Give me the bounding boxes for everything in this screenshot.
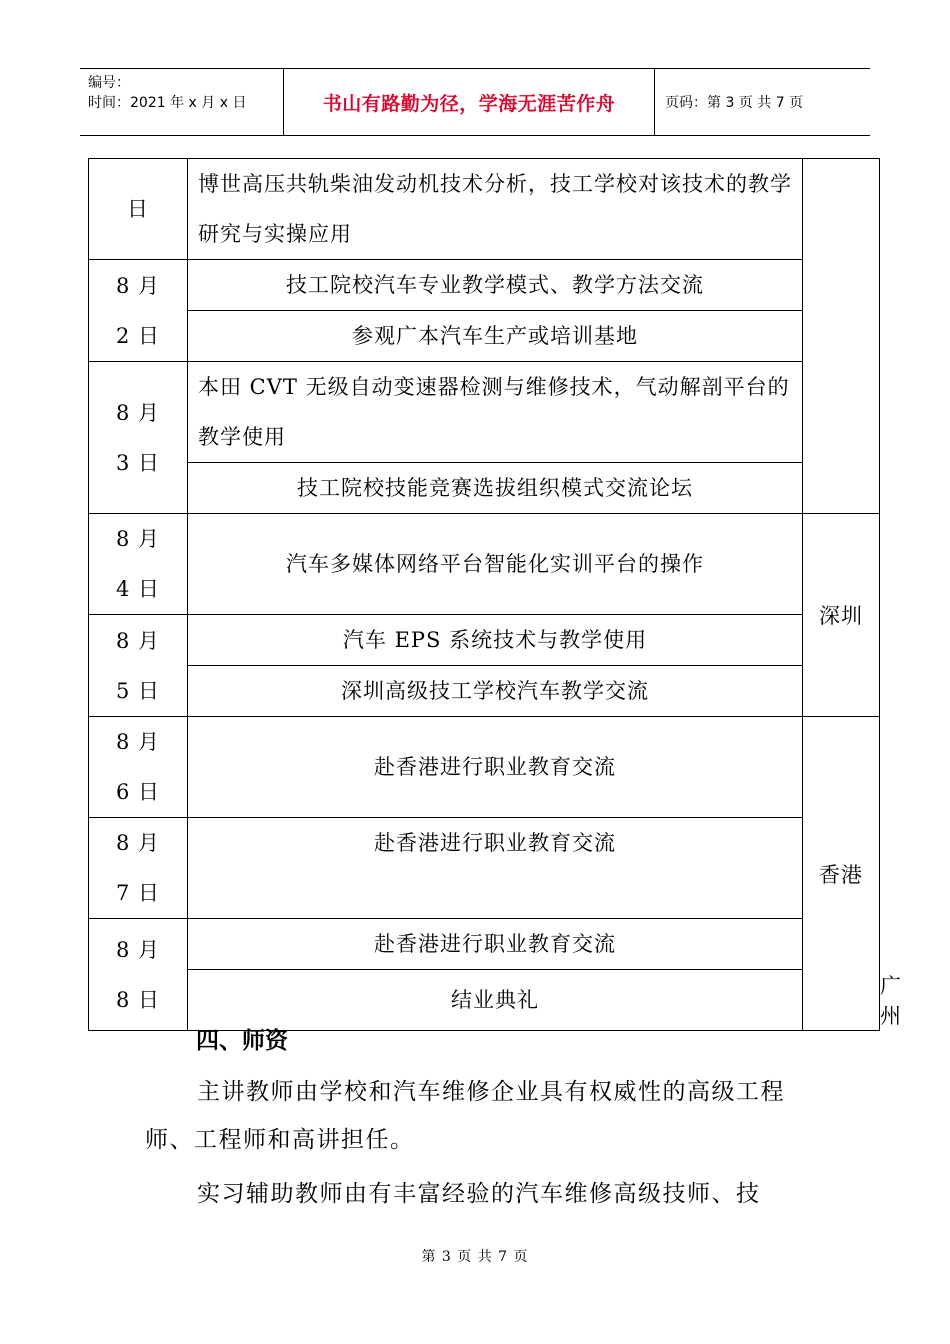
table-row [89, 311, 880, 362]
date-cell: 8 月 7 日 [89, 818, 188, 919]
page-footer: 第 3 页 共 7 页 [421, 1249, 529, 1265]
activity-cell: 结业典礼 [188, 970, 803, 1031]
location-cell-empty [803, 159, 880, 514]
table-row [89, 260, 880, 311]
activity-cell: 参观广本汽车生产或培训基地 [188, 311, 803, 362]
location-cell: 香港 [803, 717, 880, 1031]
section-heading: 四、师资 [196, 1028, 288, 1054]
date-cell: 8 月 2 日 [89, 260, 188, 362]
activity-cell: 博世高压共轨柴油发动机技术分析，技工学校对该技术的教学研究与实操应用 [188, 159, 803, 260]
activity-cell: 赴香港进行职业教育交流 [188, 818, 803, 919]
activity-cell: 赴香港进行职业教育交流 [188, 717, 803, 818]
table-row [89, 919, 880, 970]
page-header [80, 68, 870, 136]
header-motto: 书山有路勤为径，学海无涯苦作舟 [322, 92, 616, 115]
date-cell: 8 月 5 日 [89, 615, 188, 717]
table-row: 结业典礼 广州 [89, 970, 880, 1031]
activity-cell: 汽车 EPS 系统技术与教学使用 [188, 615, 803, 666]
paragraph: 实习辅助教师由有丰富经验的汽车维修高级技师、技 [197, 1181, 761, 1207]
activity-cell: 技工院校技能竞赛选拔组织模式交流论坛 [188, 463, 803, 514]
date-cell: 8 月 4 日 [89, 514, 188, 615]
table-row [89, 514, 880, 615]
activity-cell: 赴香港进行职业教育交流 [188, 919, 803, 970]
activity-cell: 本田 CVT 无级自动变速器检测与维修技术，气动解剖平台的教学使用 [188, 362, 803, 463]
number-label: 编号： [88, 75, 130, 91]
activity-cell: 技工院校汽车专业教学模式、教学方法交流 [188, 260, 803, 311]
table-row [89, 159, 880, 260]
schedule-table [88, 158, 902, 1031]
date-cell: 8 月 6 日 [89, 717, 188, 818]
date-cell: 8 月 8 日 [89, 919, 188, 1031]
date-cell: 日 [89, 159, 188, 260]
paragraph: 主讲教师由学校和汽车维修企业具有权威性的高级工程师、工程师和高讲担任。 [145, 1079, 785, 1153]
date-cell: 8 月 3 日 [89, 362, 188, 514]
header-page-code: 页码：第 3 页 共 7 页 [654, 69, 870, 135]
table-row [89, 818, 880, 919]
time-label: 时间：2021 年 x 月 x 日 [88, 95, 247, 111]
activity-cell: 汽车多媒体网络平台智能化实训平台的操作 [188, 514, 803, 615]
activity-cell: 深圳高级技工学校汽车教学交流 [188, 666, 803, 717]
table-row [89, 362, 880, 463]
header-left-cell [80, 69, 284, 135]
table-row [89, 463, 880, 514]
table-row [89, 666, 880, 717]
table-row [89, 615, 880, 666]
table-row [89, 717, 880, 818]
location-cell: 深圳 [803, 514, 880, 717]
